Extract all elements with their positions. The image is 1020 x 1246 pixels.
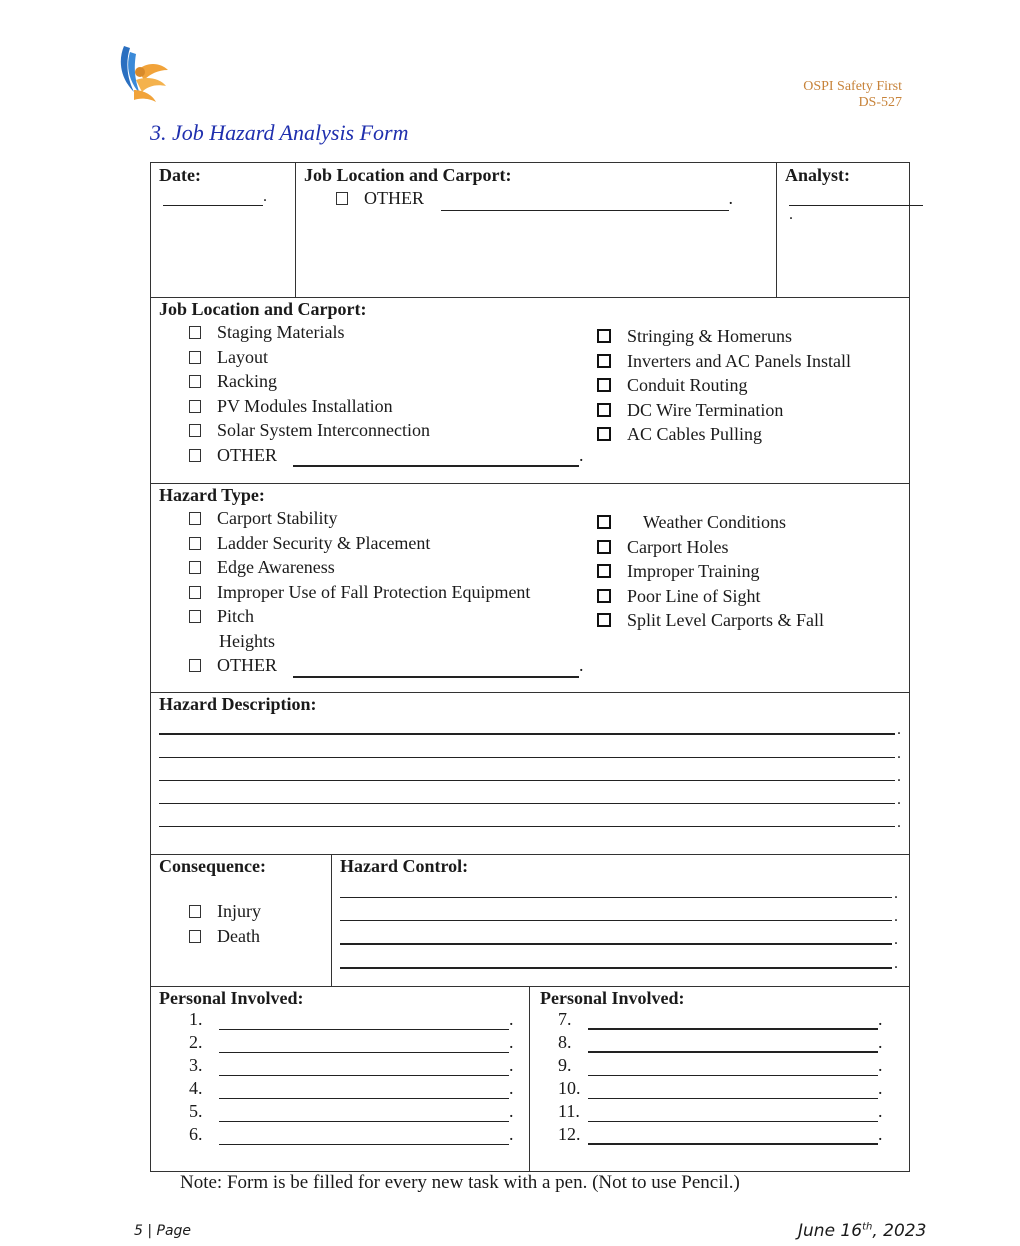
- consequence-label: Death: [217, 925, 260, 946]
- task-checkbox[interactable]: [189, 375, 201, 388]
- hazard-checkbox[interactable]: [189, 586, 201, 599]
- hazard-checkbox[interactable]: [189, 561, 201, 574]
- personal-row: 4. .: [189, 1078, 514, 1098]
- hazard-checkbox[interactable]: [597, 613, 611, 627]
- task-label: Inverters and AC Panels Install: [627, 350, 851, 371]
- task-item[interactable]: [597, 398, 851, 423]
- consequence-checkbox[interactable]: [189, 930, 201, 943]
- consequence-label: Consequence:: [159, 856, 266, 876]
- personal-field[interactable]: [588, 1105, 878, 1122]
- task-checkbox[interactable]: [597, 329, 611, 343]
- tasks-label: Job Location and Carport:: [159, 299, 367, 319]
- hazard-item[interactable]: [597, 559, 824, 584]
- personal-row: 7. .: [558, 1009, 883, 1029]
- personal-right-list: [540, 1009, 899, 1147]
- hazard-label: Ladder Security & Placement: [217, 532, 431, 553]
- task-label: Conduit Routing: [627, 375, 748, 395]
- personal-row: 9. .: [558, 1055, 883, 1075]
- company-logo: [116, 40, 172, 104]
- personal-field[interactable]: [588, 1082, 878, 1099]
- task-item-other[interactable]: OTHER .: [189, 443, 901, 468]
- personal-row: 10. .: [558, 1078, 883, 1098]
- personal-field[interactable]: [219, 1036, 509, 1053]
- analyst-cell: Analyst: .: [777, 163, 910, 298]
- date-label: Date:: [159, 165, 201, 185]
- hazard-checkbox[interactable]: [597, 564, 611, 578]
- location-cell: Job Location and Carport: OTHER .: [296, 163, 777, 298]
- personal-involved-section: [150, 986, 910, 1172]
- task-label: Racking: [217, 371, 277, 391]
- hazard-label: Pitch: [217, 606, 255, 626]
- task-item[interactable]: [597, 349, 851, 374]
- form-note: Note: Form is be filled for every new task with a pen. (Not to use Pencil.): [180, 1172, 740, 1193]
- hazard-label: Split Level Carports & Fall: [627, 610, 824, 630]
- consequence-control-section: [150, 854, 910, 987]
- hazard-checkbox[interactable]: [189, 659, 201, 672]
- personal-row: 1. .: [189, 1009, 514, 1029]
- personal-field[interactable]: [219, 1059, 509, 1076]
- personal-field[interactable]: [588, 1059, 878, 1076]
- hazard-description-lines: [159, 711, 901, 831]
- personal-field[interactable]: [588, 1012, 878, 1030]
- hazard-checkbox[interactable]: [597, 515, 611, 529]
- task-checkbox[interactable]: [597, 378, 611, 392]
- hazard-label: Improper Use of Fall Protection Equipment: [217, 581, 531, 602]
- personal-left-cell: [151, 987, 530, 1172]
- date-field[interactable]: [163, 189, 263, 206]
- description-line[interactable]: .: [159, 804, 895, 827]
- document-header: [803, 79, 902, 111]
- control-line[interactable]: .: [340, 945, 892, 969]
- task-checkbox[interactable]: [597, 354, 611, 368]
- personal-row: 12. .: [558, 1124, 883, 1144]
- task-checkbox[interactable]: [189, 400, 201, 413]
- tasks-right-list: [597, 324, 851, 447]
- description-line[interactable]: .: [159, 735, 895, 758]
- personal-field[interactable]: [588, 1035, 878, 1053]
- hazard-item[interactable]: [597, 510, 824, 535]
- task-checkbox[interactable]: [189, 326, 201, 339]
- task-label: PV Modules Installation: [217, 395, 393, 416]
- task-checkbox[interactable]: [597, 427, 611, 441]
- other-location-label: OTHER: [364, 188, 424, 208]
- hazard-control-lines: [340, 875, 898, 972]
- personal-field[interactable]: [219, 1105, 509, 1122]
- hazard-checkbox[interactable]: [189, 512, 201, 525]
- task-item[interactable]: [597, 373, 851, 398]
- description-line[interactable]: .: [159, 781, 895, 804]
- control-line[interactable]: .: [340, 898, 892, 921]
- hazard-other-field[interactable]: [293, 660, 579, 678]
- personal-field[interactable]: [219, 1082, 509, 1099]
- task-checkbox[interactable]: [189, 424, 201, 437]
- hazard-label: Edge Awareness: [217, 557, 335, 577]
- task-label: Staging Materials: [217, 322, 345, 342]
- hazard-control-label: Hazard Control:: [340, 856, 469, 876]
- personal-involved-label: Personal Involved:: [159, 988, 304, 1008]
- hazard-type-section: [150, 483, 910, 693]
- task-label: DC Wire Termination: [627, 399, 784, 420]
- consequence-item[interactable]: [189, 899, 323, 924]
- personal-involved-label: Personal Involved:: [540, 988, 685, 1008]
- location-label: Job Location and Carport:: [304, 165, 512, 185]
- hazard-description-label: Hazard Description:: [159, 694, 317, 714]
- personal-row: 2. .: [189, 1032, 514, 1052]
- task-checkbox[interactable]: [597, 403, 611, 417]
- hazard-control-cell: [332, 855, 910, 987]
- personal-field[interactable]: [219, 1013, 509, 1030]
- task-label: Layout: [217, 346, 268, 367]
- personal-left-list: [159, 1009, 521, 1147]
- tasks-section: [150, 297, 910, 484]
- task-other-field[interactable]: [293, 449, 579, 467]
- hazard-label: Poor Line of Sight: [627, 585, 761, 606]
- task-item[interactable]: [597, 422, 851, 447]
- task-label: Stringing & Homeruns: [627, 326, 792, 346]
- info-row: [150, 162, 910, 298]
- hazard-checkbox[interactable]: [189, 610, 201, 623]
- other-location-field[interactable]: [441, 194, 729, 211]
- description-line[interactable]: .: [159, 758, 895, 781]
- hazard-item-continuation: Heights: [219, 630, 275, 651]
- consequence-item[interactable]: [189, 924, 323, 949]
- task-label: AC Cables Pulling: [627, 424, 763, 444]
- page-number: 5 | Page: [134, 1223, 192, 1239]
- personal-field[interactable]: [219, 1128, 509, 1145]
- other-location-checkbox[interactable]: [336, 192, 348, 205]
- consequence-label: Injury: [217, 901, 261, 921]
- analyst-field[interactable]: [789, 189, 923, 206]
- personal-row: 6. .: [189, 1124, 514, 1144]
- personal-row: 3. .: [189, 1055, 514, 1075]
- personal-row: 5. .: [189, 1101, 514, 1121]
- form-title: 3. Job Hazard Analysis Form: [150, 120, 409, 145]
- consequence-checkbox[interactable]: [189, 905, 201, 918]
- date-cell: Date: .: [151, 163, 296, 298]
- hazard-label: Improper Training: [627, 561, 760, 581]
- description-line[interactable]: .: [159, 711, 895, 735]
- hazard-label: Weather Conditions: [643, 512, 787, 532]
- footer-date: June 16th, 2023: [798, 1221, 927, 1241]
- task-checkbox[interactable]: [189, 449, 201, 462]
- personal-row: 11. .: [558, 1101, 883, 1121]
- header-doc-id: DS-527: [858, 95, 902, 110]
- task-item[interactable]: [597, 324, 851, 349]
- hazard-checkbox[interactable]: [597, 589, 611, 603]
- hazard-checkbox[interactable]: [189, 537, 201, 550]
- hazard-item[interactable]: [597, 584, 824, 609]
- hazard-label: OTHER: [217, 655, 277, 675]
- personal-field[interactable]: [588, 1127, 878, 1145]
- personal-row: 8. .: [558, 1032, 883, 1052]
- hazard-item[interactable]: [597, 608, 824, 633]
- hazard-item-other[interactable]: OTHER .: [189, 653, 901, 678]
- consequence-cell: [151, 855, 332, 987]
- personal-right-cell: [530, 987, 910, 1172]
- hazard-label: Carport Holes: [627, 536, 729, 557]
- control-line[interactable]: .: [340, 875, 892, 898]
- header-org: OSPI Safety First: [803, 79, 902, 94]
- hazard-type-label: Hazard Type:: [159, 485, 265, 505]
- hazard-checkbox[interactable]: [597, 540, 611, 554]
- analyst-label: Analyst:: [785, 165, 851, 185]
- hazard-item[interactable]: [597, 535, 824, 560]
- task-label: OTHER: [217, 444, 277, 465]
- hazard-description-section: [150, 692, 910, 855]
- task-checkbox[interactable]: [189, 351, 201, 364]
- hazards-right-list: [597, 510, 824, 633]
- control-line[interactable]: .: [340, 921, 892, 945]
- task-label: Solar System Interconnection: [217, 420, 430, 440]
- hazard-label: Carport Stability: [217, 508, 338, 528]
